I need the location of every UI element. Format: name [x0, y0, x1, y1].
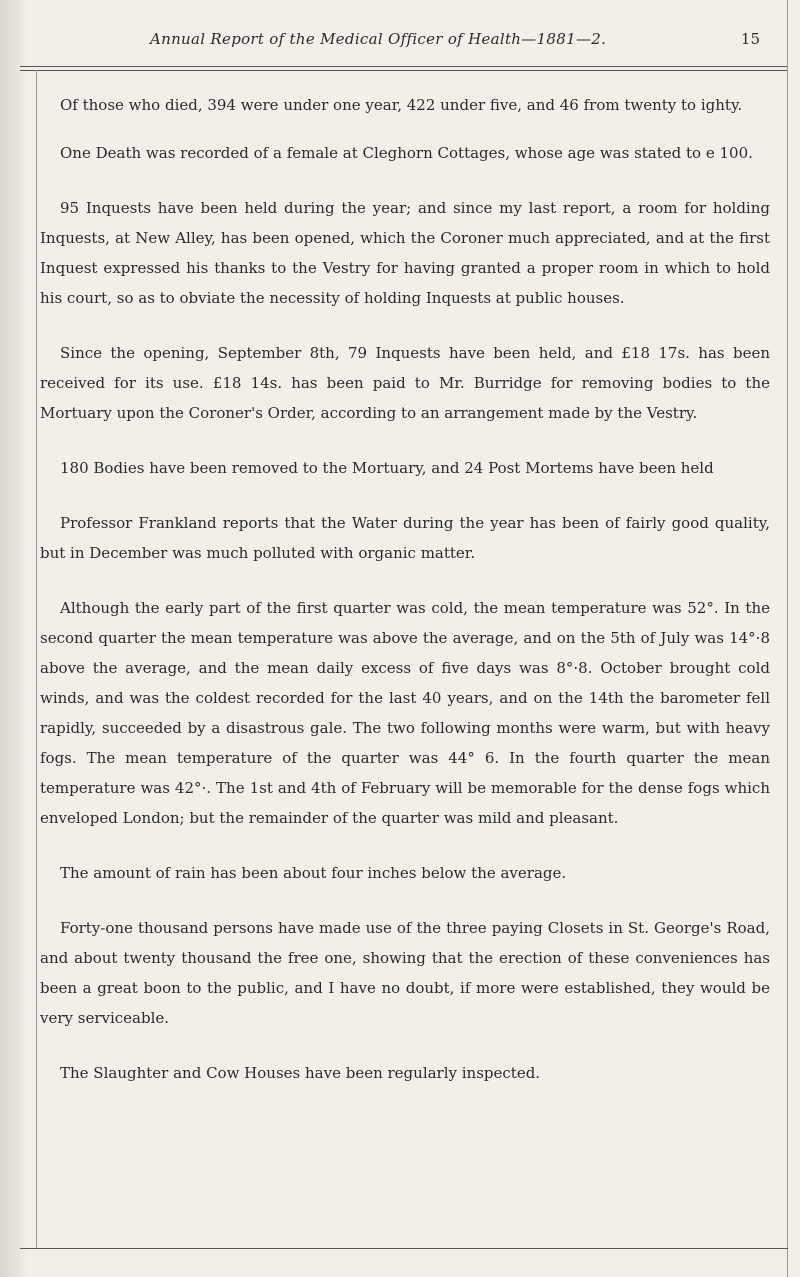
paragraph-temperature: Although the early part of the first quarter was cold, the mean temperature was 52°. In the second quarter the mean temperature was above the average, and on the 5th of July was 14°·8 above the average, and the mean daily excess of five days was 8°·8. October brought cold winds, and was the coldest recorded for the last 40 years, and on the 14th the barometer fell rapidly, succeeded by a disastrous gale. The two following months were warm, but with heavy fogs. The mean temperature of the quarter was 44° 6. In the fourth quarter the mean temperature was 42°·. The 1st and 4th of February will be memorable for the dense fogs which enveloped London; but the remainder of the quarter was mild and pleasant. — [40, 599, 770, 827]
running-header — [0, 30, 800, 54]
right-margin-line — [787, 0, 788, 1277]
header-rule-top — [20, 66, 788, 67]
paragraph-centenarian-death: One Death was recorded of a female at Cleghorn Cottages, whose age was stated to e 100. — [60, 144, 753, 162]
paragraph-inquest-fees: Since the opening, September 8th, 79 Inquests have been held, and £18 17s. has been received for its use. £18 14s. has been paid to Mr. Burridge for removing bodies to the Mortuary upon the Coroner's Order, according to an arrangement made by the Vestry. — [40, 344, 770, 422]
binding-gutter — [0, 0, 28, 1277]
paragraph-slaughter-houses: The Slaughter and Cow Houses have been regularly inspected. — [60, 1064, 541, 1082]
footer-rule — [20, 1248, 788, 1249]
paragraph-water-quality: Professor Frankland reports that the Water during the year has been of fairly good quality, but in December was much polluted with organic matter. — [40, 514, 770, 562]
page-number: 15 — [740, 30, 760, 48]
header-title: Annual Report of the Medical Officer of Health—1881—2. — [150, 30, 607, 48]
paragraph-closets: Forty-one thousand persons have made use of the three paying Closets in St. George's Road, and about twenty thousand the free one, showing that the erection of these conveniences has been a great boon to the public, and I have no doubt, if more were established, they would be very serviceable. — [40, 919, 770, 1027]
report-body — [40, 90, 770, 1113]
paragraph-inquests: 95 Inquests have been held during the year; and since my last report, a room for holding Inquests, at New Alley, has been opened, which the Coroner much appreciated, and at the first Inquest expressed his thanks to the Vestry for having granted a proper room in which to hold his court, so as to obviate the necessity of holding Inquests at public houses. — [40, 199, 770, 307]
header-rule-bottom — [20, 70, 788, 71]
paragraph-mortuary: 180 Bodies have been removed to the Mortuary, and 24 Post Mortems have been held — [60, 459, 714, 477]
left-margin-line — [36, 70, 37, 1248]
paragraph-deaths-by-age: Of those who died, 394 were under one year, 422 under five, and 46 from twenty to ighty. — [60, 96, 743, 114]
paragraph-rainfall: The amount of rain has been about four inches below the average. — [60, 864, 567, 882]
